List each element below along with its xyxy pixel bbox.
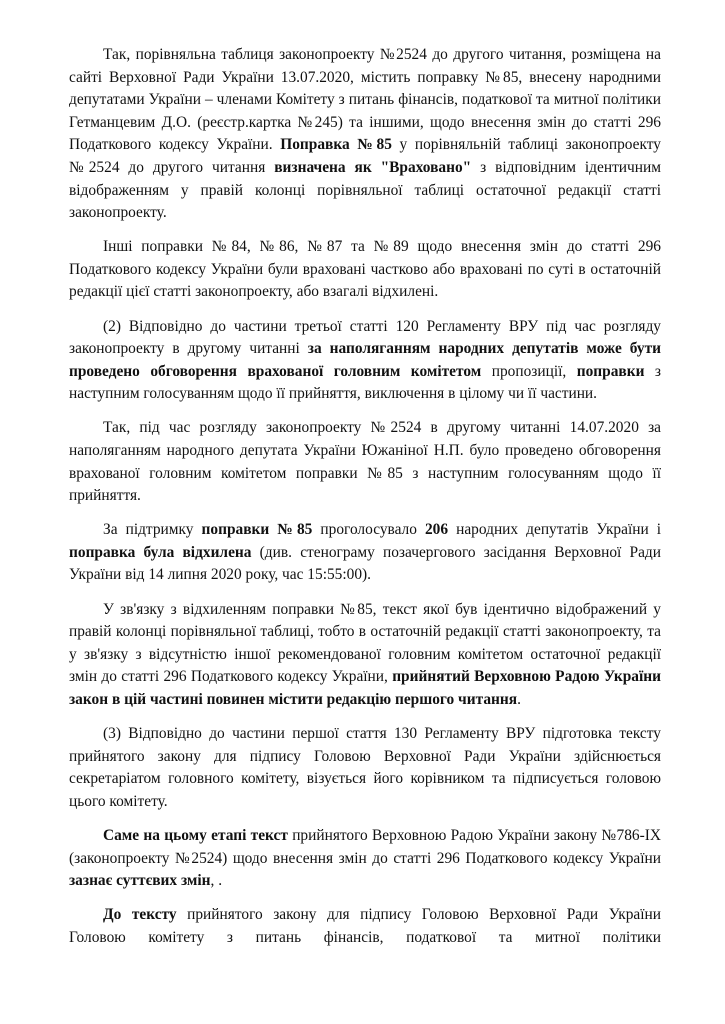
paragraph-7 <box>69 723 661 813</box>
text-segment: (3) Відповідно до частини першої стаття 130 Регламенту ВРУ підготовка тексту прийнятого закону для підпису Головою Верховної Ради України здійснюється секретаріатом головного комітету, візується його корівником та підписується головою цього комітету. <box>69 725 661 810</box>
text-segment: Інші поправки №84, №86, №87 та №89 щодо внесення змін до статті 296 Податкового кодексу України були враховані частково або враховані по суті в остаточній редакції цієї статті законопроекту, або взагалі відхилені. <box>69 238 661 301</box>
text-segment: у порівняльній таблиці законопроекту №2524 до другого читання <box>69 136 661 176</box>
bold-text-segment: поправки <box>576 362 645 380</box>
paragraph-9 <box>69 904 661 949</box>
text-segment: За підтримку <box>103 521 202 539</box>
bold-text-segment: зазнає суттєвих змін <box>69 872 211 890</box>
text-segment: пропозиції, <box>481 362 577 380</box>
bold-text-segment: 206 <box>424 521 449 539</box>
text-segment: прийнятого Верховною Радою України закону №786-IX (законопроекту №2524) щодо внесення змін до статті 296 Податкового кодексу України <box>69 826 661 867</box>
text-segment: (2) Відповідно до частини третьої статті 120 Регламенту ВРУ під час розгляду законопроекту в другому читанні <box>69 317 661 358</box>
paragraph-6 <box>69 599 661 712</box>
bold-text-segment: Поправка №85 <box>280 136 392 154</box>
text-segment: Так, під час розгляду законопроекту №2524 в другому читанні 14.07.2020 за наполяганням народного депутата України Южаніної Н.П. було проведено обговорення врахованої головним комітетом поправки №85 з наступним голосуванням щодо її прийняття. <box>69 419 661 505</box>
text-segment: (див. стенограму позачергового засідання Верховної Ради України від 14 липня 2020 року, час 15:55:00). <box>69 543 661 584</box>
text-segment: прийнятого закону для підпису Головою Верховної Ради України Головою комітету з питань фінансів, податкової та митної політики <box>69 906 662 946</box>
bold-text-segment: поправка була відхилена <box>69 543 252 561</box>
text-segment: . <box>517 690 521 708</box>
paragraph-8 <box>69 825 661 893</box>
paragraph-5 <box>69 519 661 587</box>
bold-text-segment: До тексту <box>103 906 177 924</box>
paragraph-3 <box>69 316 661 406</box>
bold-text-segment: поправки №85 <box>201 521 313 539</box>
bold-text-segment: визначена як "Враховано" <box>274 158 472 176</box>
bold-text-segment: прийнятий Верховною Радою України закон в цій частині повинен містити редакцію першого читання <box>69 668 661 708</box>
text-segment: У зв'язку з відхиленням поправки №85, текст якої був ідентично відображений у правій колонці порівняльної таблиці, тобто в остаточній редакції статті законопроекту, та у зв'язку з відсутністю іншої рекомендованої головним комітетом остаточної редакції змін до статті 296 Податкового кодексу України, <box>69 600 661 686</box>
bold-text-segment: за наполяганням народних депутатів може бути проведено обговорення врахованої головним комітетом <box>69 340 661 380</box>
paragraph-1 <box>69 44 661 225</box>
paragraph-4 <box>69 417 661 507</box>
text-segment: проголосувало <box>312 521 425 539</box>
bold-text-segment: Саме на цьому етапі текст <box>103 826 288 844</box>
text-segment: з відповідним ідентичним відображенням у правій колонці порівняльної таблиці остаточної редакції статті законопроекту. <box>69 158 661 222</box>
text-segment: народних депутатів України і <box>448 521 662 539</box>
text-segment: з наступним голосуванням щодо її прийняття, виключення в цілому чи її частини. <box>69 362 661 403</box>
text-segment: , . <box>210 872 223 890</box>
paragraph-2 <box>69 236 661 304</box>
text-segment: Так, порівняльна таблиця законопроекту №2524 до другого читання, розміщена на сайті Верховної Ради України 13.07.2020, містить поправку №85, внесену народними депутатами України – членами Комітету з питань фінансів, податкової та митної політики Гетманцевим Д.О. (реєстр.картка №245) та іншими, щодо внесення змін до статті 296 Податкового кодексу України. <box>69 46 661 154</box>
